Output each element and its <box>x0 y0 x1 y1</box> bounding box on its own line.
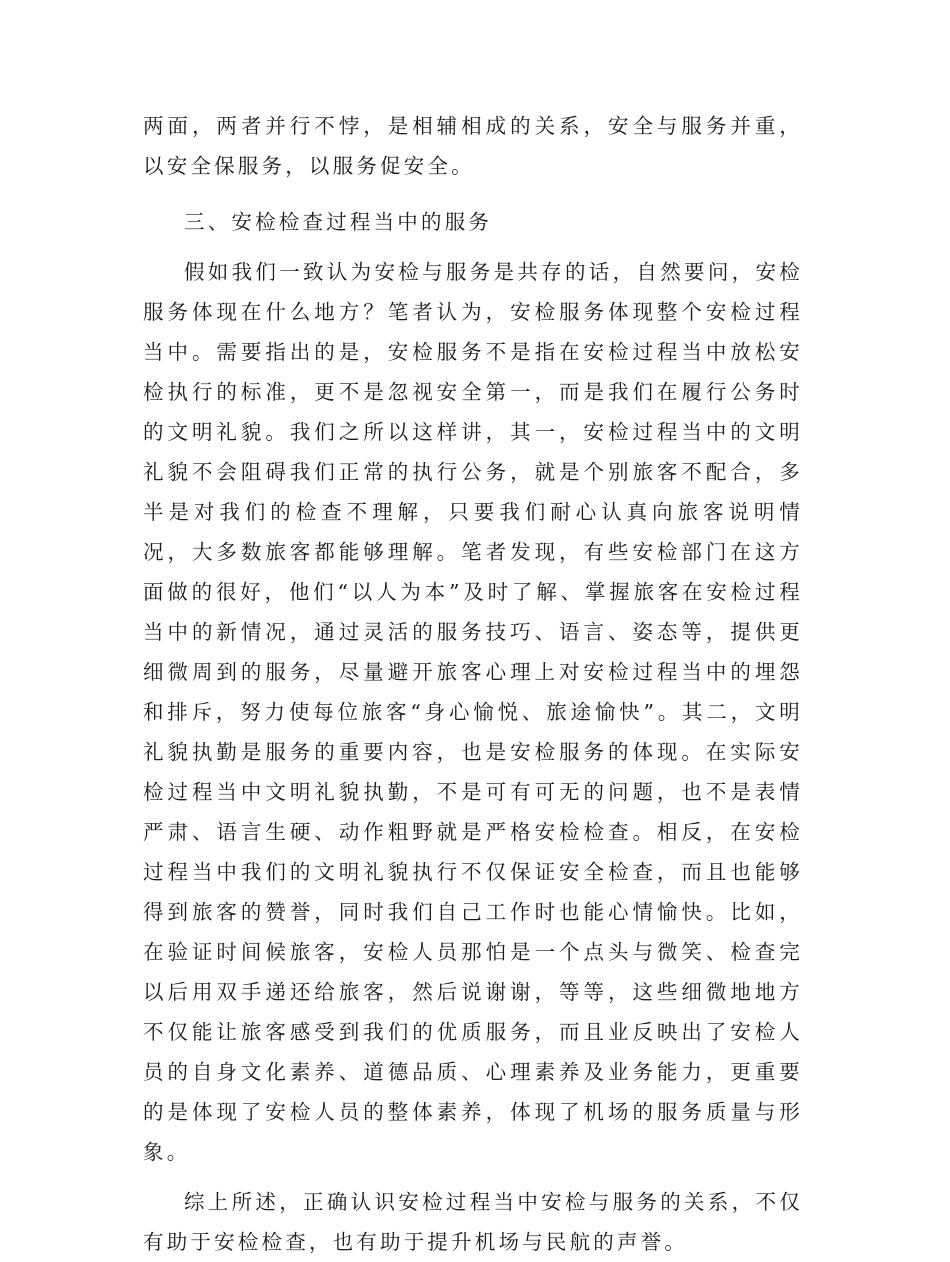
paragraph-conclusion: 综上所述，正确认识安检过程当中安检与服务的关系，不仅有助于安检检查，也有助于提升机场与民航的声誉。 <box>143 1190 803 1254</box>
paragraph-body: 假如我们一致认为安检与服务是共存的话，自然要问，安检服务体现在什么地方？笔者认为，安检服务体现整个安检过程当中。需要指出的是，安检服务不是指在安检过程当中放松安检执行的标准，更不是忽视安全第一，而是我们在履行公务时的文明礼貌。我们之所以这样讲，其一，安检过程当中的文明礼貌不会阻碍我们正常的执行公务，就是个别旅客不配合，多半是对我们的检查不理解，只要我们耐心认真向旅客说明情况，大多数旅客都能够理解。笔者发现，有些安检部门在这方面做的很好，他们“以人为本”及时了解、掌握旅客在安检过程当中的新情况，通过灵活的服务技巧、语言、姿态等，提供更细微周到的服务，尽量避开旅客心理上对安检过程当中的埋怨和排斥，努力使每位旅客“身心愉悦、旅途愉快”。其二，文明礼貌执勤是服务的重要内容，也是安检服务的体现。在实际安检过程当中文明礼貌执勤，不是可有可无的问题，也不是表情严肃、语言生硬、动作粗野就是严格安检检查。相反，在安检过程当中我们的文明礼貌执行不仅保证安全检查，而且也能够得到旅客的赞誉，同时我们自己工作时也能心情愉快。比如，在验证时间候旅客，安检人员那怕是一个点头与微笑、检查完以后用双手递还给旅客，然后说谢谢，等等，这些细微地地方不仅能让旅客感受到我们的优质服务，而且业反映出了安检人员的自身文化素养、道德品质、心理素养及业务能力，更重要的是体现了安检人员的整体素养，体现了机场的服务质量与形象。 <box>143 260 803 1164</box>
document-body <box>143 106 803 1262</box>
paragraph-continuation: 两面，两者并行不悖，是相辅相成的关系，安全与服务并重，以安全保服务，以服务促安全。 <box>143 114 803 178</box>
section-heading: 三、安检检查过程当中的服务 <box>184 210 493 234</box>
